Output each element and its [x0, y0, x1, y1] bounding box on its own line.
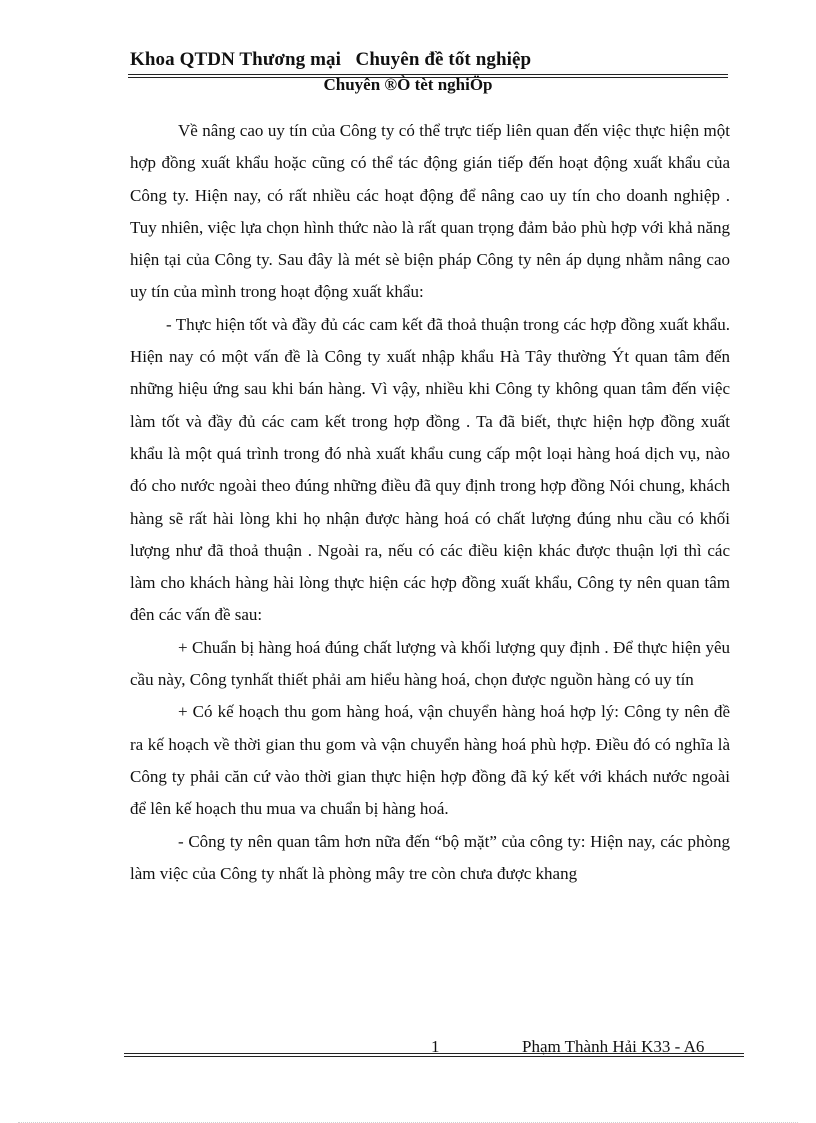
document-body [130, 115, 730, 890]
page-number: 1 [431, 1037, 440, 1056]
paragraph-prepare-goods: + Chuẩn bị hàng hoá đúng chất lượng và khối lượng quy định . Để thực hiện yêu cầu này, Công tynhất thiết phải am hiểu hàng hoá, chọn được nguồn hàng có uy tín [130, 637, 730, 690]
paragraph-intro: Về nâng cao uy tín của Công ty có thể trực tiếp liên quan đến việc thực hiện một hợp đồng xuất khẩu hoặc cũng có thể tác động gián tiếp đến hoạt động xuất khẩu của Công ty. Hiện nay, có rất nhiều các hoạt động để nâng cao uy tín cho doanh nghiệp . Tuy nhiên, việc lựa chọn hình thức nào là rất quan trọng đảm bảo phù hợp với khả năng hiện tại của Công ty. Sau đây là mét sè biện pháp Công ty nên áp dụng nhằm nâng cao uy tín của mình trong hoạt động xuất khẩu: [130, 121, 730, 302]
paragraph-company-image: - Công ty nên quan tâm hơn nữa đến “bộ mặt” của công ty: Hiện nay, các phòng làm việc của Công ty nhất là phòng mây tre còn chưa được khang [130, 831, 730, 883]
paragraph-logistics-plan: + Có kế hoạch thu gom hàng hoá, vận chuyển hàng hoá hợp lý: Công ty nên đề ra kế hoạch về thời gian thu gom và vận chuyển hàng hoá phù hợp. Điều đó có nghĩa là Công ty phải căn cứ vào thời gian thực hiện hợp đồng đã ký kết với khách nước ngoài để lên kế hoạch thu mua va chuẩn bị hàng hoá. [130, 702, 730, 819]
running-header: Khoa QTDN Thương mại Chuyên đề tốt nghiệp [130, 49, 532, 70]
footer-author: Phạm Thành Hải K33 - A6 [522, 1037, 705, 1056]
garbled-subtitle: Chuyên ®Ò tèt nghiÖp [323, 75, 493, 94]
paragraph-commitments: - Thực hiện tốt và đầy đủ các cam kết đã thoả thuận trong các hợp đồng xuất khẩu. Hiện nay có một vấn đề là Công ty xuất nhập khẩu Hà Tây thường Ýt quan tâm đến những hiệu ứng sau khi bán hàng. Vì vậy, nhiều khi Công ty không quan tâm đến việc làm tốt và đầy đủ các cam kết trong hợp đồng . Ta đã biết, thực hiện hợp đồng xuất khẩu là một quá trình trong đó nhà xuất khẩu cung cấp một loại hàng hoá dịch vụ, nào đó cho nước ngoài theo đúng những điều đã quy định trong hợp đồng Nói chung, khách hàng sẽ rất hài lòng khi họ nhận được hàng hoá có chất lượng đúng nhu cầu có khối lượng như đã thoả thuận . Ngoài ra, nếu có các điều kiện khác được thuận lợi thì các làm cho khách hàng hài lòng thực hiện các hợp đồng xuất khẩu, Công ty nên quan tâm đên các vấn đề sau: [130, 314, 730, 625]
